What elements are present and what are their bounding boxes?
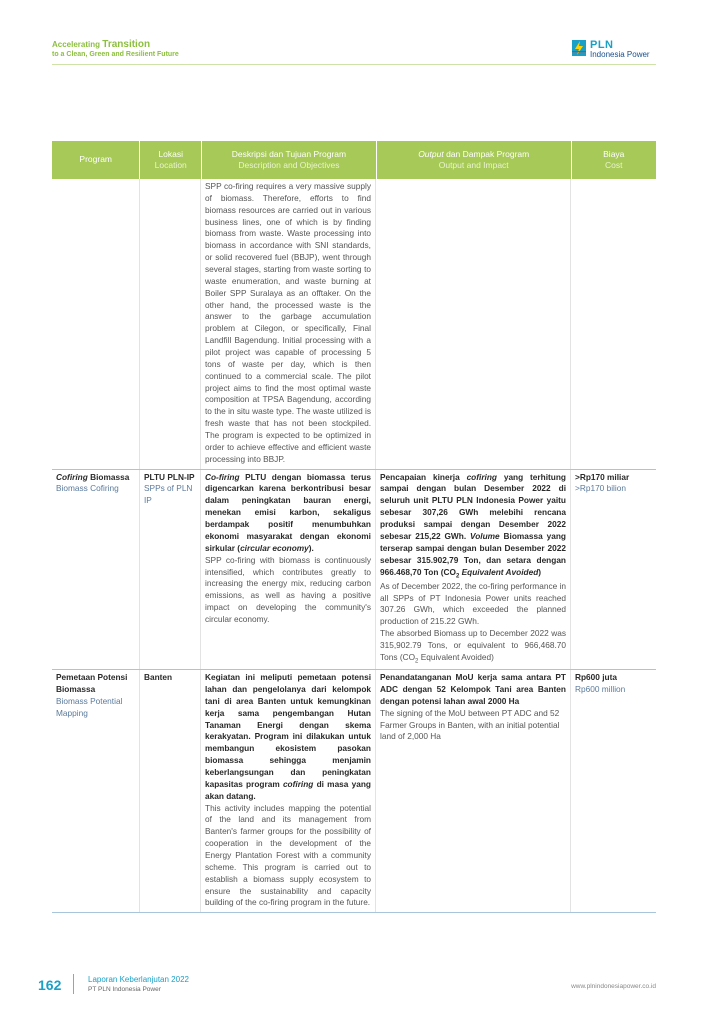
report-tagline — [52, 40, 179, 58]
pln-logo-icon — [572, 40, 586, 56]
tagline-subline: to a Clean, Green and Resilient Future — [52, 50, 179, 58]
page-number: 162 — [38, 977, 62, 993]
table-row — [52, 670, 656, 913]
footer-divider — [73, 974, 74, 994]
row1-program-en: Biomass Cofiring — [56, 483, 119, 494]
row2-cost: Rp600 juta Rp600 million — [575, 672, 626, 694]
row2-program: Pemetaan Potensi Biomassa Biomass Potential Mapping — [52, 670, 140, 912]
table-row — [52, 179, 656, 470]
header-divider — [52, 64, 656, 65]
program-table — [52, 141, 656, 913]
footer-website-link[interactable]: www.plnindonesiapower.co.id — [571, 983, 656, 990]
row1-description: Co-firing PLTU dengan biomassa terus digencarkan karena berkontribusi besar dalam peningkatan bauran energi, menekan emisi karbon, sekaligus berdampak positif menumbuhkan ekonomi masyarakat dengan ekonomi sirkular (circular economy). SPP co-firing with biomass is continuously intensified, which contributes greatly to increasing the energy mix, reducing carbon emissions, as well as having a positive impact on developing the community's circular economy. — [201, 470, 376, 670]
logo-pln-text: PLN — [590, 39, 614, 51]
footer-company: PT PLN Indonesia Power — [88, 986, 161, 993]
row0-description-en: SPP co-firing requires a very massive supply of biomass. Therefore, efforts to find biomass resources are carried out in various business lines, one of which is by finding biomass from waste. Waste processing into biomass in accordance with SNI standards, or solid recovered fuel (BBJP), went through several stages, starting from waste sorting to waste enumeration, and waste burning at Boiler SPP Suralaya as an offtaker. On the other hand, the processed waste is the answer to the garbage accumulation problem at Cilegon, or specifically, Final Landfill Bagendung. Initial processing with a pilot project was capable of processing 5 tons of waste per day, which is then continued to a commercial scale. The pilot project aims to find the most optimal waste composition at TPSA Bagendung, according to the in situ waste type. The waste utilized is fresh waste that has not been stockpiled. The program is expected to be optimized in order to achieve effective and efficient waste processing into BBJP. — [201, 179, 376, 469]
header-description: Deskripsi dan Tujuan Program Description and Objectives — [202, 141, 377, 179]
tagline-transition: Transition — [102, 39, 151, 50]
row2-description: Kegiatan ini meliputi pemetaan potensi lahan dan pengelolanya dari kelompok tani di area Banten untuk kemungkinan kerja sama pengembangan Hutan Tanaman Energi dengan skema kerakyatan. Program ini dilakukan untuk membangun ekosistem pasokan biomassa sehingga menjamin keberlangsungan dan peningkatan kapasitas program cofiring di masa yang akan datang. This activity includes mapping the potential of the land and its management from Banten's farmer groups for the possibility of cooperation in the development of the Energy Plantation Forest with a community scheme. This program is carried out to establish a biomass supply ecosystem to ensure the sustainability and capacity building of the co-firing program in the future. — [201, 670, 376, 912]
header-cost: Biaya Cost — [603, 148, 625, 170]
table-header — [52, 141, 656, 179]
row1-program: Cofiring Biomassa Biomass Cofiring — [52, 470, 140, 670]
header-output: Output dan Dampak Program Output and Impact — [377, 141, 572, 179]
row1-location: PLTU PLN-IP SPPs of PLN IP — [140, 470, 201, 670]
header-location: Lokasi Location — [140, 141, 202, 179]
row2-location: Banten — [140, 670, 201, 912]
pln-logo — [572, 40, 650, 59]
tagline-prefix: Accelerating — [52, 40, 101, 49]
header-program: Program — [52, 141, 140, 179]
logo-subtext: Indonesia Power — [590, 50, 650, 59]
row2-output: Penandatanganan MoU kerja sama antara PT ADC dengan 52 Kelompok Tani area Banten dengan potensi lahan awal 2000 Ha The signing of the MoU between PT ADC and 52 Farmer Groups in Banten, with an initial potential land of 2,000 Ha — [376, 670, 571, 912]
row1-output: Pencapaian kinerja cofiring yang terhitung sampai dengan bulan Desember 2022 di seluruh unit PLTU PLN Indonesia Power yaitu sebesar 307,26 GWh melebihi rencana produksi sampai dengan Desember 2022 sebesar 215,22 GWh. Volume Biomassa yang terserap sampai dengan bulan Desember 2022 sebesar 315.902,79 Ton, dan setara dengan 966.468,70 Ton ($CO_2$ Equivalent Avoided) As of December 2022, the co-firing performance in all SPPs of PT Indonesia Power units reached 307.26 GWh, which exceeded the planned production of 215.22 GWh. The absorbed Biomass up to December 2022 was 315,902.79 Tons, or equivalent to 966,468.70 Tons ($CO_2$ Equivalent Avoided) — [376, 470, 571, 670]
footer-report-title: Laporan Keberlanjutan 2022 — [88, 975, 189, 984]
row1-cost: >Rp170 miliar >Rp170 bilion — [575, 471, 630, 494]
table-row — [52, 470, 656, 671]
